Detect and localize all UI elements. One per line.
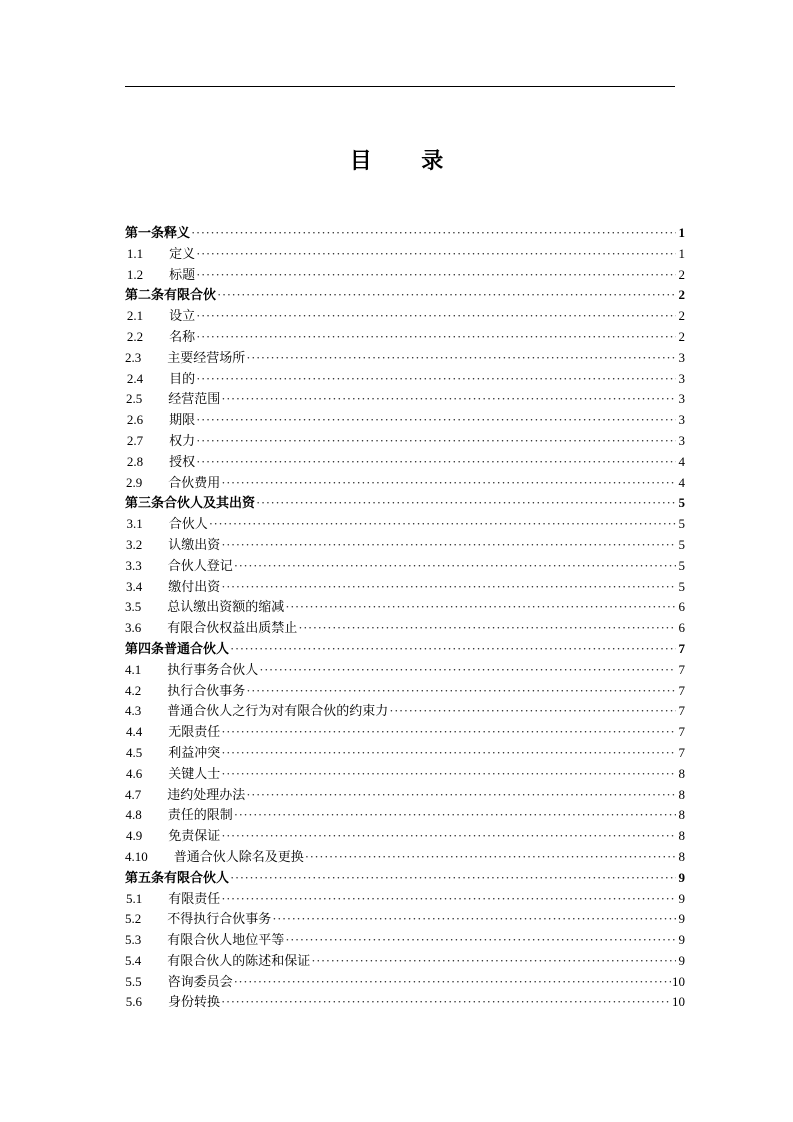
toc-entry-label: 缴付出资: [168, 578, 221, 594]
toc-page-number: 5: [678, 516, 685, 532]
toc-section-entry[interactable]: [125, 680, 685, 701]
toc-dot-leader: [259, 662, 676, 678]
toc-entry-label: 普通合伙人: [164, 640, 230, 656]
toc-section-entry[interactable]: [125, 784, 685, 805]
toc-page-number: 7: [678, 744, 685, 760]
toc-entry-number: 2.8: [126, 453, 144, 469]
toc-page-number: 9: [678, 890, 685, 906]
toc-page-number: 7: [678, 703, 685, 719]
toc-entry-label: 期限: [169, 412, 196, 428]
toc-page-number: 7: [678, 640, 685, 656]
toc-entry-label: 违约处理办法: [167, 786, 246, 802]
toc-entry-label: 不得执行合伙事务: [167, 911, 272, 927]
toc-page-number: 3: [678, 370, 685, 386]
toc-entry-number: 3.1: [126, 516, 143, 532]
toc-entry-label: 有限合伙人地位平等: [167, 932, 285, 948]
toc-entry-number: 3.2: [125, 536, 143, 552]
toc-entry-label: 主要经营场所: [167, 349, 246, 365]
toc-entry-label: 经营范围: [168, 391, 221, 407]
toc-page-number: 2: [678, 287, 685, 303]
toc-dot-leader: [196, 267, 676, 283]
toc-dot-leader: [305, 849, 676, 865]
toc-dot-leader: [196, 412, 676, 428]
toc-entry-number: 1.1: [126, 245, 144, 261]
toc-dot-leader: [196, 246, 676, 262]
toc-entry-number: 4.8: [125, 807, 142, 823]
toc-page-number: 3: [678, 432, 685, 448]
toc-section-entry[interactable]: [125, 804, 685, 825]
toc-dot-leader: [298, 620, 676, 636]
toc-dot-leader: [234, 558, 676, 574]
toc-page-number: 8: [678, 848, 685, 864]
toc-section-entry[interactable]: [125, 451, 685, 472]
toc-section-entry[interactable]: [125, 763, 685, 784]
toc-page-number: 6: [678, 599, 685, 615]
toc-section-entry[interactable]: [125, 846, 685, 867]
toc-section-entry[interactable]: [125, 368, 685, 389]
toc-entry-label: 普通合伙人除名及更换: [173, 848, 304, 864]
toc-article-entry[interactable]: [125, 638, 685, 659]
toc-entry-label: 执行合伙事务: [167, 682, 246, 698]
toc-entry-number: 5.6: [125, 994, 143, 1010]
toc-page-number: 4: [678, 453, 685, 469]
toc-entry-label: 免责保证: [168, 828, 221, 844]
toc-title: 目 录: [349, 148, 466, 173]
toc-page-number: 2: [678, 308, 685, 324]
toc-dot-leader: [209, 516, 676, 532]
toc-entry-number: 3.3: [125, 557, 142, 573]
toc-entry-number: 第五条: [125, 869, 165, 885]
toc-entry-label: 责任的限制: [167, 807, 233, 823]
toc-section-entry[interactable]: [125, 472, 685, 493]
toc-section-entry[interactable]: [125, 576, 685, 597]
toc-entry-label: 身份转换: [168, 994, 221, 1010]
toc-section-entry[interactable]: [125, 721, 685, 742]
toc-entry-label: 标题: [169, 266, 196, 282]
toc-page-number: 6: [678, 620, 685, 636]
toc-dot-leader: [221, 579, 676, 595]
toc-dot-leader: [221, 724, 676, 740]
toc-page-number: 9: [678, 911, 685, 927]
toc-entry-label: 普通合伙人之行为对有限合伙的约束力: [167, 703, 389, 719]
toc-page-number: 7: [678, 661, 685, 677]
toc-entry-label: 目的: [169, 370, 196, 386]
toc-dot-leader: [191, 225, 676, 241]
toc-entry-number: 5.2: [125, 911, 142, 927]
toc-page-number: 5: [678, 536, 685, 552]
toc-entry-label: 有限合伙权益出质禁止: [167, 620, 298, 636]
toc-entry-number: 5.4: [125, 952, 142, 968]
toc-entry-number: 3.5: [125, 599, 142, 615]
toc-entry-label: 有限合伙人的陈述和保证: [167, 952, 311, 968]
toc-page-number: 7: [678, 682, 685, 698]
toc-entry-label: 定义: [169, 245, 196, 261]
toc-entry-label: 合伙人登记: [167, 557, 233, 573]
toc-entry-label: 认缴出资: [168, 536, 221, 552]
toc-dot-leader: [221, 745, 676, 761]
toc-section-entry[interactable]: [125, 742, 685, 763]
toc-section-entry[interactable]: [125, 825, 685, 846]
toc-section-entry[interactable]: [125, 991, 685, 1012]
toc-page-number: 9: [678, 952, 685, 968]
toc-section-entry[interactable]: [125, 326, 685, 347]
toc-section-entry[interactable]: [125, 929, 685, 950]
toc-dot-leader: [234, 974, 671, 990]
toc-dot-leader: [221, 828, 676, 844]
toc-section-entry[interactable]: [125, 888, 685, 909]
toc-dot-leader: [389, 703, 676, 719]
toc-section-entry[interactable]: [125, 243, 685, 264]
toc-section-entry[interactable]: [125, 534, 685, 555]
toc-entry-number: 4.3: [125, 703, 142, 719]
toc-entry-label: 咨询委员会: [167, 973, 233, 989]
table-of-contents: [125, 222, 685, 1012]
toc-page-number: 1: [678, 225, 685, 240]
toc-article-entry[interactable]: [125, 222, 685, 243]
toc-dot-leader: [272, 911, 676, 927]
toc-dot-leader: [221, 766, 676, 782]
toc-page-number: 8: [678, 765, 685, 781]
toc-page-number: 8: [678, 786, 685, 802]
toc-dot-leader: [196, 433, 676, 449]
toc-entry-number: 4.7: [125, 786, 142, 802]
toc-section-entry[interactable]: [125, 596, 685, 617]
toc-entry-number: 2.7: [126, 432, 144, 448]
toc-page-number: 3: [678, 391, 685, 407]
toc-page-number: 5: [678, 495, 685, 511]
toc-section-entry[interactable]: [125, 950, 685, 971]
toc-entry-label: 合伙费用: [168, 474, 221, 490]
toc-entry-number: 2.5: [125, 391, 143, 407]
toc-section-entry[interactable]: [125, 347, 685, 368]
toc-section-entry[interactable]: [125, 264, 685, 285]
toc-entry-number: 第四条: [125, 640, 165, 656]
toc-entry-number: 2.1: [126, 308, 144, 324]
toc-entry-number: 2.6: [126, 412, 144, 428]
toc-entry-label: 名称: [169, 328, 196, 344]
toc-dot-leader: [285, 599, 676, 615]
toc-page-number: 5: [678, 578, 685, 594]
toc-entry-number: 第二条: [125, 287, 165, 303]
toc-dot-leader: [196, 308, 676, 324]
toc-dot-leader: [256, 495, 676, 511]
toc-entry-number: 3.4: [125, 578, 143, 594]
toc-section-entry[interactable]: [125, 971, 685, 992]
toc-dot-leader: [246, 350, 676, 366]
toc-entry-label: 合伙人: [168, 516, 208, 532]
toc-entry-label: 权力: [169, 432, 196, 448]
toc-entry-label: 有限责任: [168, 890, 221, 906]
toc-entry-number: 2.3: [125, 349, 142, 365]
toc-dot-leader: [234, 807, 676, 823]
toc-page-number: 5: [678, 557, 685, 573]
toc-dot-leader: [230, 641, 676, 657]
toc-page-number: 10: [672, 973, 685, 989]
toc-dot-leader: [221, 891, 676, 907]
toc-entry-number: 2.9: [125, 474, 143, 490]
toc-dot-leader: [196, 371, 676, 387]
toc-dot-leader: [311, 953, 676, 969]
toc-page-number: 3: [678, 349, 685, 365]
toc-entry-number: 5.3: [125, 932, 142, 948]
toc-page-number: 10: [672, 994, 685, 1010]
toc-dot-leader: [246, 683, 676, 699]
toc-section-entry[interactable]: [125, 409, 685, 430]
toc-section-entry[interactable]: [125, 305, 685, 326]
toc-dot-leader: [246, 787, 676, 803]
toc-entry-number: 4.2: [125, 682, 142, 698]
toc-entry-label: 关键人士: [168, 765, 221, 781]
toc-section-entry[interactable]: [125, 555, 685, 576]
toc-dot-leader: [217, 287, 676, 303]
toc-entry-label: 授权: [169, 453, 196, 469]
toc-entry-number: 3.6: [125, 620, 142, 636]
toc-entry-label: 合伙人及其出资: [164, 495, 256, 511]
toc-section-entry[interactable]: [125, 513, 685, 534]
toc-page-number: 7: [678, 724, 685, 740]
toc-entry-label: 无限责任: [168, 724, 221, 740]
toc-entry-label: 执行事务合伙人: [167, 661, 259, 677]
toc-entry-number: 2.4: [126, 370, 144, 386]
toc-page-number: 3: [678, 412, 685, 428]
toc-article-entry[interactable]: [125, 492, 685, 513]
toc-dot-leader: [221, 391, 676, 407]
toc-page-number: 2: [678, 328, 685, 344]
toc-dot-leader: [221, 475, 676, 491]
toc-dot-leader: [230, 870, 676, 886]
toc-dot-leader: [285, 932, 676, 948]
toc-dot-leader: [221, 537, 676, 553]
toc-entry-label: 释义: [164, 225, 191, 240]
toc-entry-number: 4.1: [125, 661, 142, 677]
toc-page-number: 8: [678, 828, 685, 844]
toc-section-entry[interactable]: [125, 388, 685, 409]
toc-section-entry[interactable]: [125, 700, 685, 721]
toc-page-number: 9: [678, 932, 685, 948]
toc-dot-leader: [196, 454, 676, 470]
toc-entry-number: 4.6: [125, 765, 143, 781]
toc-entry-label: 有限合伙: [164, 287, 217, 303]
toc-article-entry[interactable]: [125, 867, 685, 888]
toc-section-entry[interactable]: [125, 617, 685, 638]
toc-entry-number: 4.5: [125, 744, 143, 760]
toc-page-number: 1: [678, 245, 685, 261]
toc-entry-number: 2.2: [126, 328, 144, 344]
toc-dot-leader: [221, 994, 671, 1010]
header-rule: [125, 86, 675, 87]
toc-article-entry[interactable]: [125, 284, 685, 305]
toc-section-entry[interactable]: [125, 659, 685, 680]
toc-dot-leader: [196, 329, 676, 345]
toc-entry-label: 设立: [169, 308, 196, 324]
toc-entry-number: 5.5: [125, 973, 142, 989]
toc-page-number: 9: [678, 869, 685, 885]
toc-section-entry[interactable]: [125, 430, 685, 451]
toc-section-entry[interactable]: [125, 908, 685, 929]
toc-entry-label: 利益冲突: [168, 744, 221, 760]
toc-entry-label: 总认缴出资额的缩减: [167, 599, 285, 615]
toc-page-number: 8: [678, 807, 685, 823]
toc-page-number: 2: [678, 266, 685, 282]
toc-entry-number: 4.9: [125, 828, 143, 844]
toc-entry-number: 第一条: [125, 225, 165, 240]
toc-entry-number: 5.1: [125, 890, 143, 906]
toc-entry-number: 4.4: [125, 724, 143, 740]
toc-page-number: 4: [678, 474, 685, 490]
toc-entry-number: 第三条: [125, 495, 165, 511]
toc-entry-number: 4.10: [125, 848, 148, 864]
toc-entry-label: 有限合伙人: [164, 869, 230, 885]
toc-entry-number: 1.2: [126, 266, 144, 282]
